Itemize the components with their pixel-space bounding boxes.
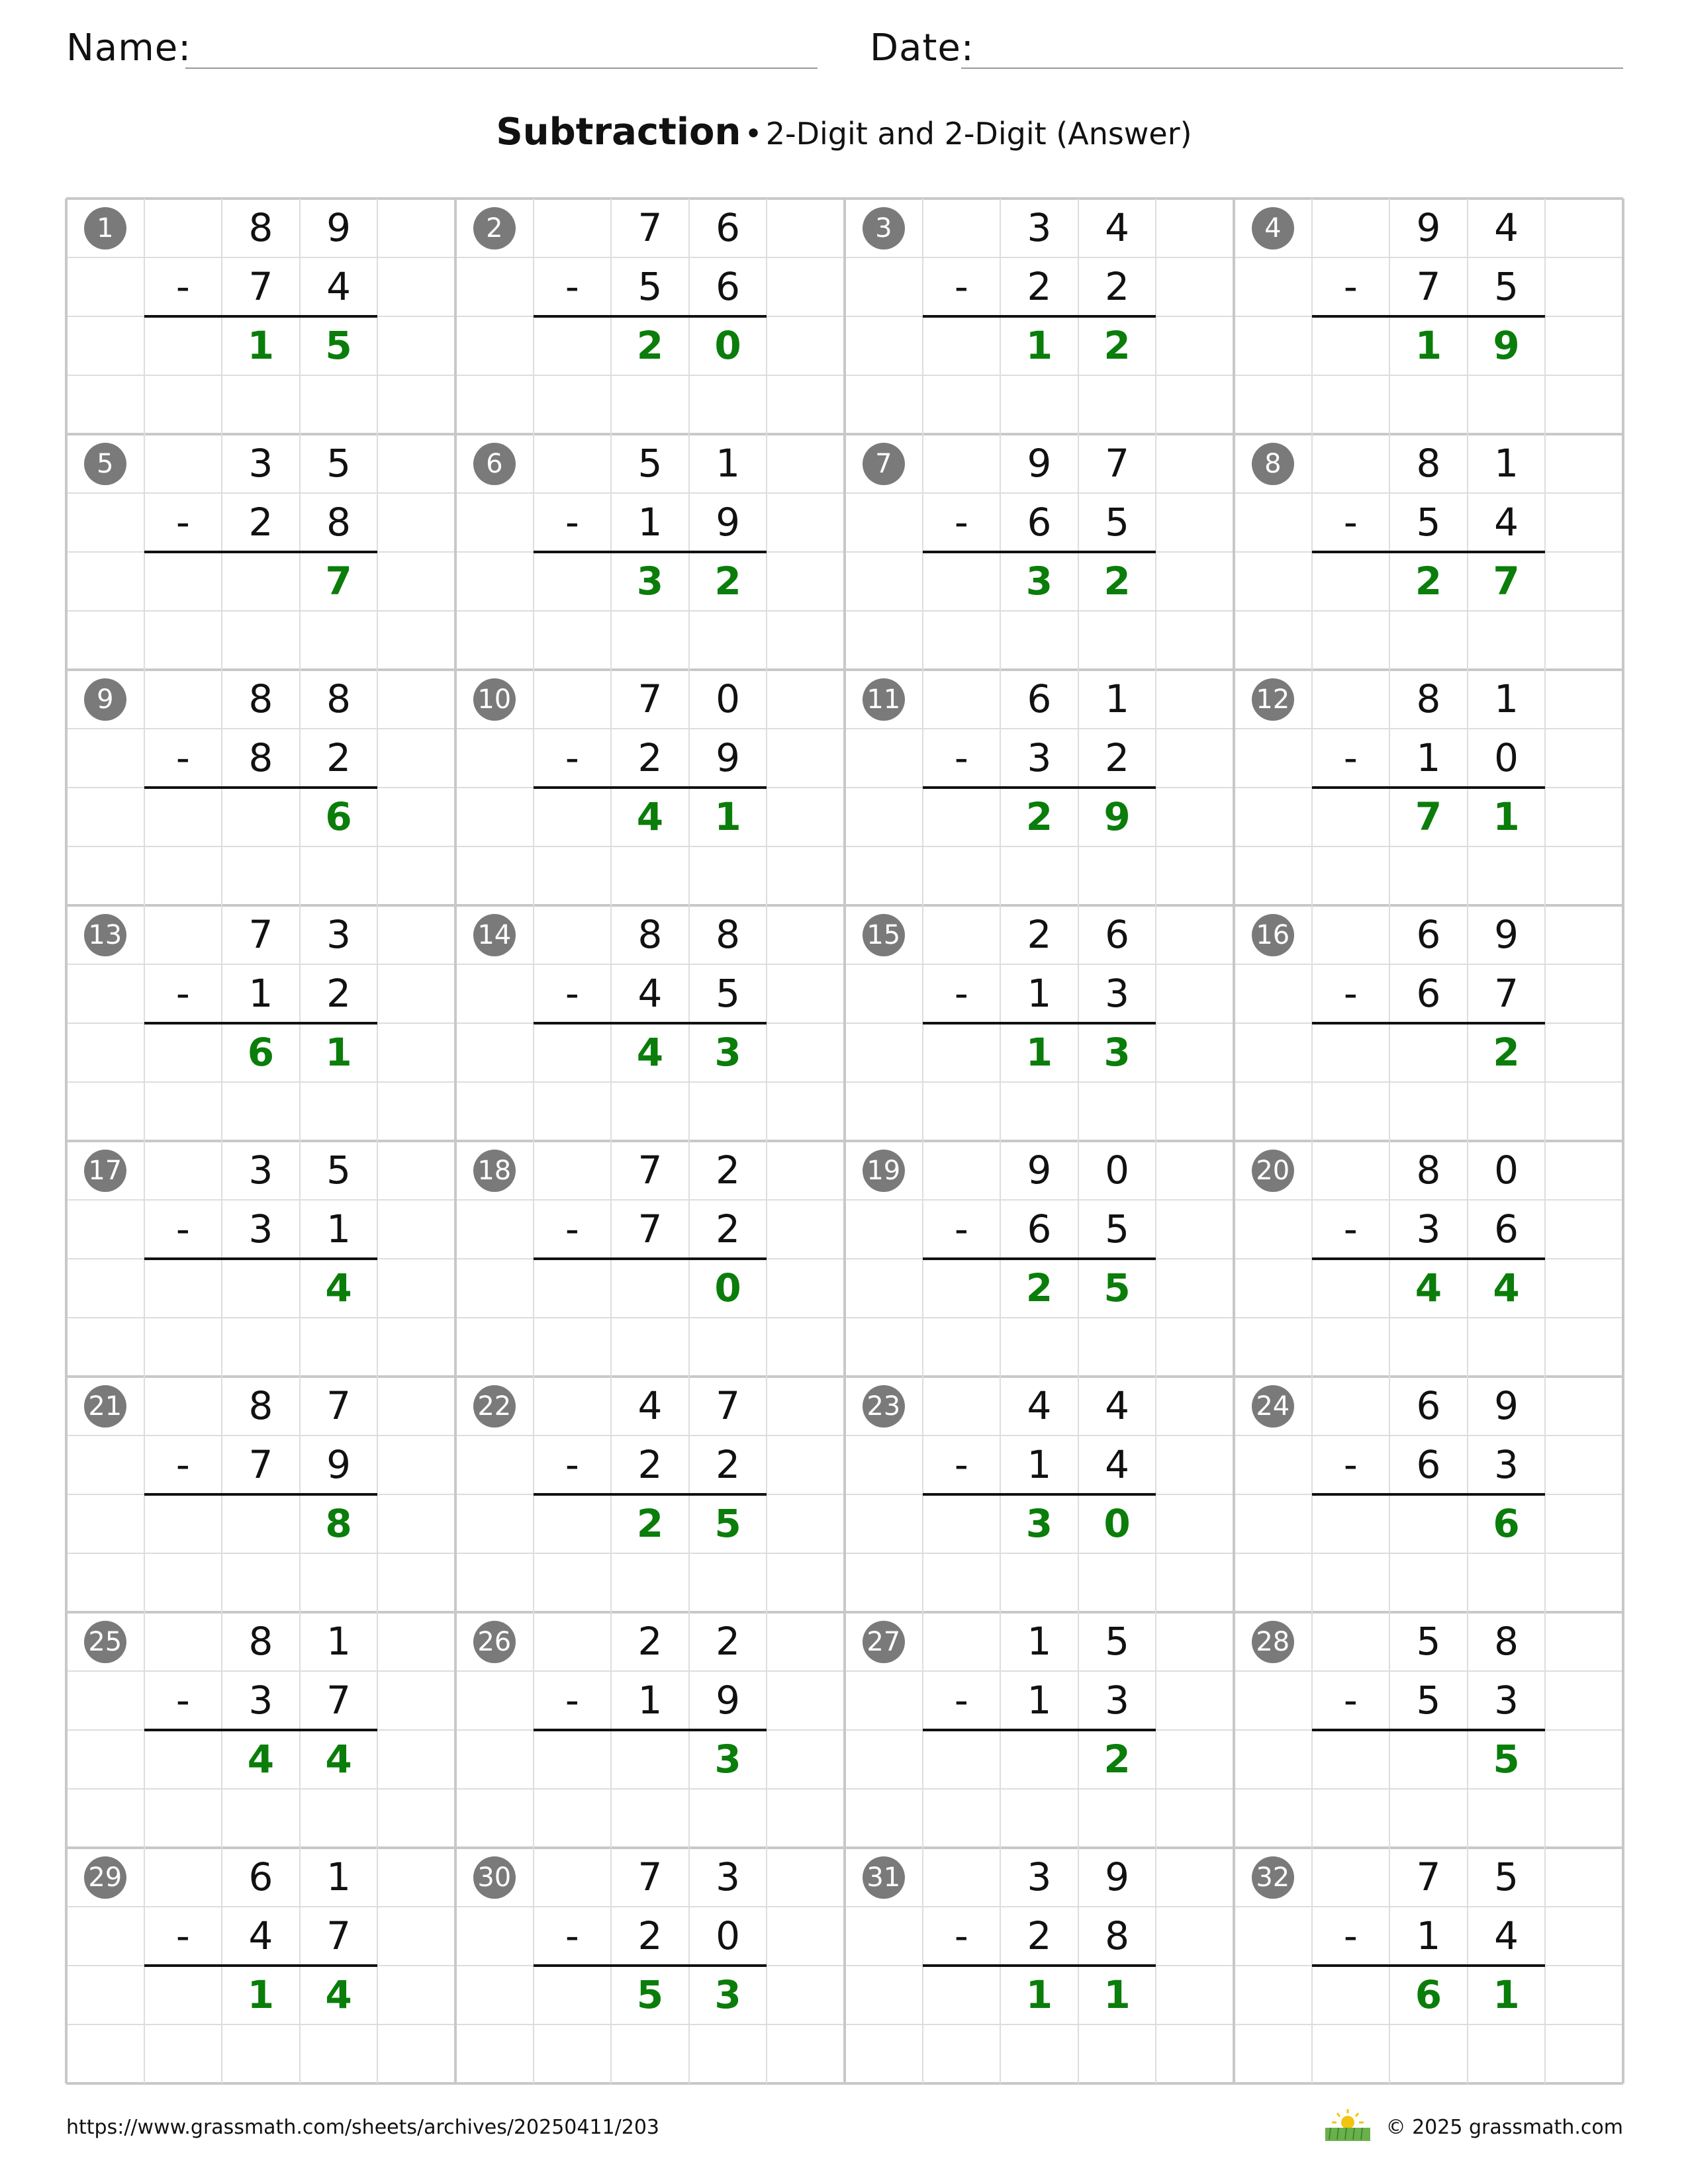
minus-sign: - (175, 1442, 190, 1487)
answer-digit: 2 (1103, 1737, 1131, 1782)
problem-number-badge: 19 (863, 1150, 905, 1192)
block-divider-v (454, 199, 457, 2083)
subtrahend-digit: 1 (637, 1678, 663, 1723)
problem-number-badge: 18 (473, 1150, 516, 1192)
subtrahend-digit: 4 (248, 1913, 273, 1958)
problem-number-badge: 25 (84, 1621, 126, 1663)
minuend-digit: 9 (1494, 912, 1519, 957)
subtrahend-digit: 7 (248, 264, 273, 309)
answer-digit: 1 (1025, 323, 1053, 368)
problem-number-badge: 14 (473, 914, 516, 956)
title-subtitle: 2-Digit and 2-Digit (Answer) (765, 116, 1192, 152)
minuend-digit: 4 (637, 1383, 663, 1428)
minuend-digit: 4 (1494, 205, 1519, 250)
subtrahend-digit: 2 (637, 735, 663, 780)
minuend-digit: 3 (248, 1148, 273, 1193)
minuend-digit: 2 (716, 1148, 741, 1193)
subtrahend-digit: 6 (1027, 500, 1052, 545)
minuend-digit: 6 (1027, 676, 1052, 721)
problem-number-badge: 16 (1252, 914, 1294, 956)
subtrahend-digit: 3 (248, 1206, 273, 1251)
answer-digit: 2 (1103, 559, 1131, 604)
minuend-digit: 5 (637, 441, 663, 486)
minuend-digit: 6 (248, 1854, 273, 1899)
minus-sign: - (1343, 1442, 1358, 1487)
minuend-digit: 7 (637, 205, 663, 250)
minus-sign: - (565, 735, 579, 780)
subtrahend-digit: 8 (326, 500, 352, 545)
problem-number-badge: 7 (863, 443, 905, 485)
answer-digit: 2 (1025, 1265, 1053, 1310)
answer-digit: 3 (1103, 1030, 1131, 1075)
subtrahend-digit: 6 (716, 264, 741, 309)
answer-digit: 6 (1415, 1972, 1442, 2017)
minuend-digit: 8 (248, 205, 273, 250)
subtrahend-digit: 2 (1105, 735, 1130, 780)
minuend-digit: 2 (716, 1619, 741, 1664)
minuend-digit: 7 (1416, 1854, 1441, 1899)
minus-sign: - (954, 500, 968, 545)
minuend-digit: 3 (716, 1854, 741, 1899)
subtrahend-digit: 6 (1416, 971, 1441, 1016)
block-divider-v (1233, 199, 1235, 2083)
minus-sign: - (565, 1206, 579, 1251)
problem-number-badge: 2 (473, 207, 516, 250)
answer-digit: 3 (1025, 559, 1053, 604)
answer-digit: 5 (325, 323, 352, 368)
problem-grid (66, 199, 1623, 2083)
minuend-digit: 7 (326, 1383, 352, 1428)
minuend-digit: 5 (1105, 1619, 1130, 1664)
minuend-digit: 7 (716, 1383, 741, 1428)
minuend-digit: 9 (1494, 1383, 1519, 1428)
answer-digit: 7 (325, 559, 352, 604)
grid-line-v (533, 199, 534, 2083)
problem-number-badge: 22 (473, 1385, 516, 1428)
minuend-digit: 9 (1416, 205, 1441, 250)
problem-number-badge: 28 (1252, 1621, 1294, 1663)
minuend-digit: 8 (326, 676, 352, 721)
subtrahend-digit: 4 (1105, 1442, 1130, 1487)
subtrahend-digit: 0 (1494, 735, 1519, 780)
minuend-digit: 1 (1494, 676, 1519, 721)
subtrahend-digit: 5 (1494, 264, 1519, 309)
minus-sign: - (175, 971, 190, 1016)
minus-sign: - (565, 1678, 579, 1723)
minuend-digit: 9 (326, 205, 352, 250)
minuend-digit: 6 (1416, 912, 1441, 957)
answer-digit: 9 (1493, 323, 1520, 368)
answer-digit: 4 (636, 794, 664, 839)
subtrahend-digit: 3 (1027, 735, 1052, 780)
problem-number-badge: 11 (863, 678, 905, 721)
minuend-digit: 4 (1105, 1383, 1130, 1428)
answer-digit: 6 (247, 1030, 275, 1075)
minus-sign: - (954, 735, 968, 780)
minus-sign: - (565, 1913, 579, 1958)
minus-sign: - (175, 1206, 190, 1251)
problem-number-badge: 29 (84, 1856, 126, 1899)
minuend-digit: 1 (326, 1854, 352, 1899)
answer-digit: 4 (1493, 1265, 1520, 1310)
minus-sign: - (565, 264, 579, 309)
subtrahend-digit: 2 (1027, 1913, 1052, 1958)
minuend-digit: 9 (1027, 1148, 1052, 1193)
block-divider-v (1622, 199, 1624, 2083)
grid-line-v (144, 199, 145, 2083)
answer-digit: 4 (325, 1265, 352, 1310)
answer-digit: 3 (1025, 1501, 1053, 1546)
subtrahend-digit: 3 (1105, 971, 1130, 1016)
subtrahend-digit: 5 (637, 264, 663, 309)
minuend-digit: 7 (637, 676, 663, 721)
subtrahend-digit: 0 (716, 1913, 741, 1958)
minuend-digit: 1 (716, 441, 741, 486)
answer-digit: 9 (1103, 794, 1131, 839)
worksheet-title (0, 106, 1688, 167)
minus-sign: - (175, 264, 190, 309)
subtrahend-digit: 7 (326, 1678, 352, 1723)
minuend-digit: 9 (1027, 441, 1052, 486)
subtrahend-digit: 7 (248, 1442, 273, 1487)
answer-digit: 3 (636, 559, 664, 604)
problem-number-badge: 5 (84, 443, 126, 485)
problem-number-badge: 26 (473, 1621, 516, 1663)
answer-digit: 5 (1103, 1265, 1131, 1310)
subtrahend-digit: 4 (326, 264, 352, 309)
subtrahend-digit: 4 (1494, 500, 1519, 545)
minus-sign: - (954, 1206, 968, 1251)
subtrahend-digit: 7 (1416, 264, 1441, 309)
minuend-digit: 6 (1416, 1383, 1441, 1428)
subtrahend-digit: 2 (1105, 264, 1130, 309)
answer-digit: 1 (247, 1972, 275, 2017)
answer-digit: 3 (714, 1737, 741, 1782)
subtrahend-digit: 3 (1494, 1442, 1519, 1487)
subtrahend-digit: 2 (637, 1913, 663, 1958)
answer-digit: 1 (1415, 323, 1442, 368)
date-label: Date: (870, 26, 974, 69)
minus-sign: - (175, 1678, 190, 1723)
block-divider-v (65, 199, 68, 2083)
subtrahend-digit: 6 (1027, 1206, 1052, 1251)
answer-digit: 4 (1415, 1265, 1442, 1310)
answer-digit: 4 (247, 1737, 275, 1782)
answer-digit: 2 (714, 559, 741, 604)
problem-number-badge: 6 (473, 443, 516, 485)
minuend-digit: 6 (716, 205, 741, 250)
subtrahend-digit: 7 (326, 1913, 352, 1958)
minuend-digit: 5 (1494, 1854, 1519, 1899)
problem-number-badge: 13 (84, 914, 126, 956)
subtrahend-digit: 4 (637, 971, 663, 1016)
minus-sign: - (954, 264, 968, 309)
answer-digit: 1 (247, 323, 275, 368)
answer-digit: 2 (1415, 559, 1442, 604)
minus-sign: - (954, 1913, 968, 1958)
minuend-digit: 4 (1105, 205, 1130, 250)
answer-digit: 1 (325, 1030, 352, 1075)
minus-sign: - (175, 1913, 190, 1958)
subtrahend-digit: 1 (248, 971, 273, 1016)
minuend-digit: 3 (248, 441, 273, 486)
answer-digit: 8 (325, 1501, 352, 1546)
subtrahend-digit: 2 (326, 735, 352, 780)
minus-sign: - (954, 971, 968, 1016)
minuend-digit: 0 (1105, 1148, 1130, 1193)
title-main: Subtraction (496, 111, 741, 154)
subtrahend-digit: 1 (1416, 1913, 1441, 1958)
subtrahend-digit: 8 (248, 735, 273, 780)
name-label: Name: (66, 26, 192, 69)
subtrahend-digit: 1 (1027, 1678, 1052, 1723)
minus-sign: - (1343, 264, 1358, 309)
problem-number-badge: 30 (473, 1856, 516, 1899)
minus-sign: - (565, 971, 579, 1016)
problem-number-badge: 24 (1252, 1385, 1294, 1428)
answer-digit: 6 (1493, 1501, 1520, 1546)
answer-digit: 6 (325, 794, 352, 839)
answer-digit: 4 (325, 1972, 352, 2017)
problem-number-badge: 9 (84, 678, 126, 721)
minuend-digit: 9 (1105, 1854, 1130, 1899)
subtrahend-digit: 9 (716, 500, 741, 545)
problem-number-badge: 3 (863, 207, 905, 250)
answer-digit: 5 (1493, 1737, 1520, 1782)
problem-number-badge: 27 (863, 1621, 905, 1663)
subtrahend-digit: 2 (1027, 264, 1052, 309)
subtrahend-digit: 1 (1416, 735, 1441, 780)
minuend-digit: 2 (1027, 912, 1052, 957)
problem-number-badge: 12 (1252, 678, 1294, 721)
subtrahend-digit: 2 (716, 1442, 741, 1487)
answer-digit: 3 (714, 1972, 741, 2017)
answer-digit: 7 (1493, 559, 1520, 604)
subtrahend-digit: 1 (1027, 971, 1052, 1016)
minuend-digit: 3 (1027, 205, 1052, 250)
subtrahend-digit: 2 (248, 500, 273, 545)
answer-digit: 3 (714, 1030, 741, 1075)
problem-number-badge: 21 (84, 1385, 126, 1428)
minuend-digit: 7 (1105, 441, 1130, 486)
minus-sign: - (565, 1442, 579, 1487)
date-line[interactable] (961, 68, 1623, 69)
problem-number-badge: 1 (84, 207, 126, 250)
minuend-digit: 7 (637, 1854, 663, 1899)
answer-digit: 1 (1025, 1030, 1053, 1075)
answer-digit: 1 (1493, 1972, 1520, 2017)
minuend-digit: 2 (637, 1619, 663, 1664)
minuend-digit: 1 (1027, 1619, 1052, 1664)
subtrahend-digit: 5 (1416, 500, 1441, 545)
block-divider-v (843, 199, 846, 2083)
subtrahend-digit: 4 (1494, 1913, 1519, 1958)
subtrahend-digit: 5 (1105, 1206, 1130, 1251)
answer-digit: 0 (714, 323, 741, 368)
answer-digit: 4 (636, 1030, 664, 1075)
minuend-digit: 8 (1416, 441, 1441, 486)
minuend-digit: 8 (716, 912, 741, 957)
answer-digit: 2 (1493, 1030, 1520, 1075)
minuend-digit: 6 (1105, 912, 1130, 957)
minuend-digit: 1 (1494, 441, 1519, 486)
subtrahend-digit: 8 (1105, 1913, 1130, 1958)
minuend-digit: 3 (1027, 1854, 1052, 1899)
answer-digit: 5 (636, 1972, 664, 2017)
minus-sign: - (1343, 1678, 1358, 1723)
answer-digit: 1 (1025, 1972, 1053, 2017)
subtrahend-digit: 9 (716, 1678, 741, 1723)
answer-digit: 1 (714, 794, 741, 839)
minuend-digit: 8 (1494, 1619, 1519, 1664)
answer-digit: 2 (636, 1501, 664, 1546)
minuend-digit: 7 (637, 1148, 663, 1193)
answer-digit: 7 (1415, 794, 1442, 839)
subtrahend-digit: 1 (1027, 1442, 1052, 1487)
grass-sun-logo-icon (1324, 2108, 1372, 2142)
subtrahend-digit: 7 (1494, 971, 1519, 1016)
minus-sign: - (1343, 500, 1358, 545)
answer-digit: 4 (325, 1737, 352, 1782)
minuend-digit: 5 (326, 1148, 352, 1193)
subtrahend-digit: 9 (326, 1442, 352, 1487)
problem-number-badge: 20 (1252, 1150, 1294, 1192)
subtrahend-digit: 2 (637, 1442, 663, 1487)
minuend-digit: 8 (248, 1383, 273, 1428)
minus-sign: - (1343, 1913, 1358, 1958)
subtrahend-digit: 3 (1105, 1678, 1130, 1723)
subtrahend-digit: 5 (716, 971, 741, 1016)
problem-number-badge: 17 (84, 1150, 126, 1192)
minuend-digit: 1 (1105, 676, 1130, 721)
footer-url[interactable]: https://www.grassmath.com/sheets/archives/20250411/203 (66, 2116, 660, 2139)
problem-number-badge: 4 (1252, 207, 1294, 250)
minuend-digit: 8 (1416, 1148, 1441, 1193)
subtrahend-digit: 9 (716, 735, 741, 780)
grid-line-v (1311, 199, 1313, 2083)
problem-number-badge: 15 (863, 914, 905, 956)
subtrahend-digit: 5 (1105, 500, 1130, 545)
minuend-digit: 1 (326, 1619, 352, 1664)
subtrahend-digit: 3 (1494, 1678, 1519, 1723)
footer-copyright: © 2025 grassmath.com (1385, 2116, 1623, 2139)
minuend-digit: 8 (248, 676, 273, 721)
answer-digit: 1 (1103, 1972, 1131, 2017)
minus-sign: - (1343, 1206, 1358, 1251)
subtrahend-digit: 6 (1416, 1442, 1441, 1487)
minus-sign: - (565, 500, 579, 545)
answer-digit: 0 (714, 1265, 741, 1310)
minuend-digit: 0 (716, 676, 741, 721)
problem-number-badge: 23 (863, 1385, 905, 1428)
subtrahend-digit: 1 (326, 1206, 352, 1251)
minuend-digit: 7 (248, 912, 273, 957)
problem-number-badge: 10 (473, 678, 516, 721)
minus-sign: - (954, 1678, 968, 1723)
minus-sign: - (1343, 971, 1358, 1016)
minus-sign: - (175, 735, 190, 780)
minuend-digit: 0 (1494, 1148, 1519, 1193)
subtrahend-digit: 2 (716, 1206, 741, 1251)
minuend-digit: 8 (248, 1619, 273, 1664)
minus-sign: - (954, 1442, 968, 1487)
minuend-digit: 5 (326, 441, 352, 486)
answer-digit: 5 (714, 1501, 741, 1546)
subtrahend-digit: 1 (637, 500, 663, 545)
minuend-digit: 4 (1027, 1383, 1052, 1428)
minuend-digit: 8 (637, 912, 663, 957)
subtrahend-digit: 3 (1416, 1206, 1441, 1251)
grid-line-v (922, 199, 923, 2083)
name-line[interactable] (185, 68, 818, 69)
answer-digit: 2 (1103, 323, 1131, 368)
answer-digit: 1 (1493, 794, 1520, 839)
minuend-digit: 3 (326, 912, 352, 957)
minus-sign: - (175, 500, 190, 545)
subtrahend-digit: 7 (637, 1206, 663, 1251)
answer-digit: 0 (1103, 1501, 1131, 1546)
minuend-digit: 5 (1416, 1619, 1441, 1664)
problem-number-badge: 31 (863, 1856, 905, 1899)
subtrahend-digit: 3 (248, 1678, 273, 1723)
minuend-digit: 8 (1416, 676, 1441, 721)
minus-sign: - (1343, 735, 1358, 780)
problem-number-badge: 8 (1252, 443, 1294, 485)
answer-digit: 2 (636, 323, 664, 368)
title-separator: • (744, 116, 763, 152)
subtrahend-digit: 2 (326, 971, 352, 1016)
answer-digit: 2 (1025, 794, 1053, 839)
subtrahend-digit: 6 (1494, 1206, 1519, 1251)
subtrahend-digit: 5 (1416, 1678, 1441, 1723)
problem-number-badge: 32 (1252, 1856, 1294, 1899)
